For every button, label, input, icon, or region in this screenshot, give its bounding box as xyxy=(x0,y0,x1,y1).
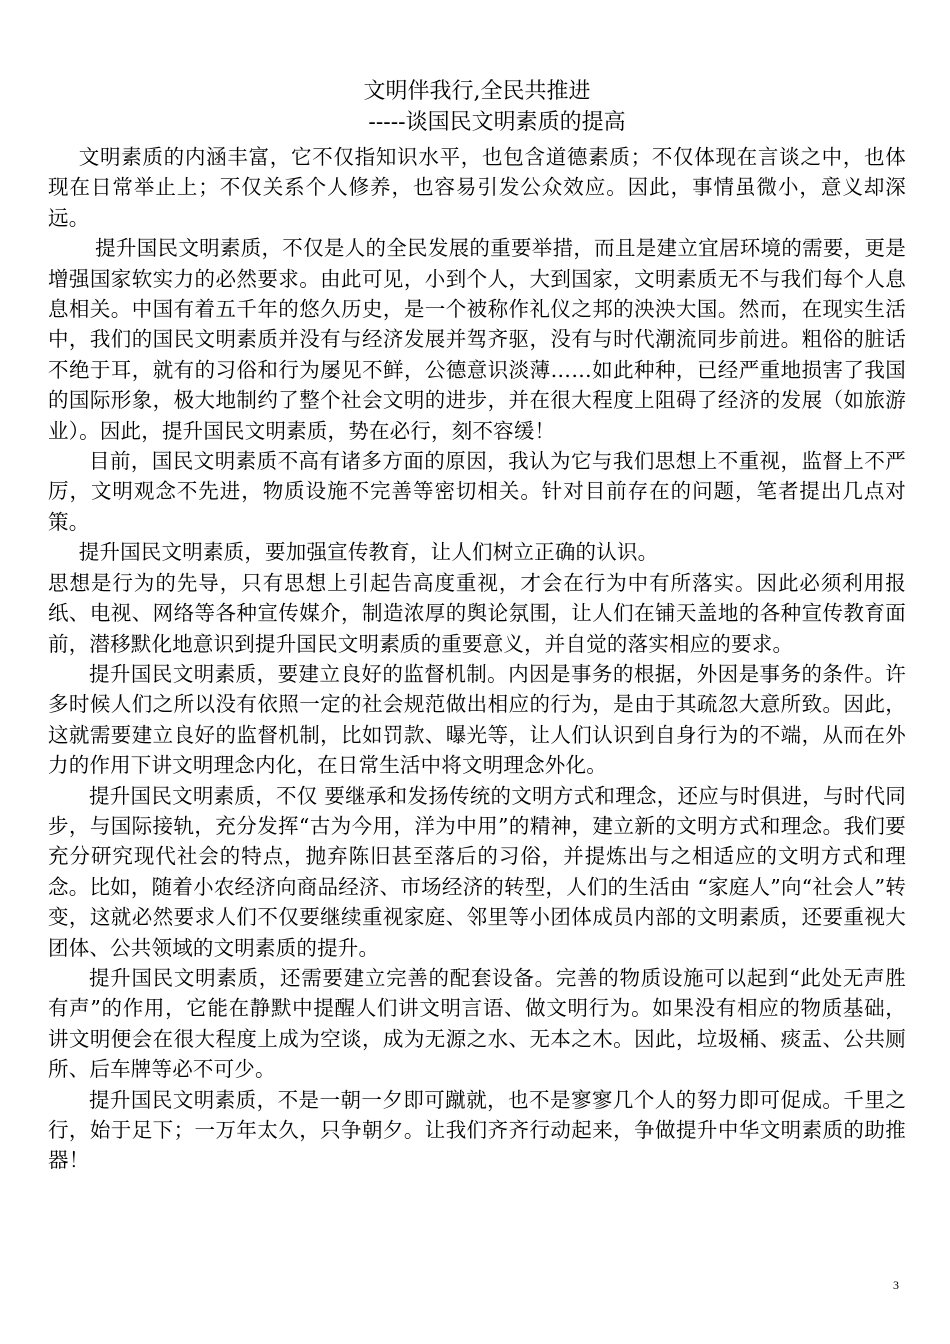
paragraph: 目前，国民文明素质不高有诸多方面的原因，我认为它与我们思想上不重视，监督上不严厉，文明观念不先进，物质设施不完善等密切相关。针对目前存在的问题，笔者提出几点对策。 xyxy=(48,449,906,534)
document-page xyxy=(48,76,906,1176)
paragraph: 文明素质的内涵丰富，它不仅指知识水平，也包含道德素质；不仅体现在言谈之中，也体现在日常举止上；不仅关系个人修养，也容易引发公众效应。因此，事情虽微小，意义却深远。 xyxy=(48,145,906,230)
document-subtitle: -----谈国民文明素质的提高 xyxy=(368,110,626,135)
paragraph: 思想是行为的先导，只有思想上引起告高度重视，才会在行为中有所落实。因此必须利用报纸、电视、网络等各种宣传媒介，制造浓厚的舆论氛围，让人们在铺天盖地的各种宣传教育面前，潜移默化地意识到提升国民文明素质的重要意义，并自觉的落实相应的要求。 xyxy=(48,570,906,656)
document-title: 文明伴我行,全民共推进 xyxy=(363,79,591,104)
paragraph: 提升国民文明素质，要建立良好的监督机制。内因是事务的根据，外因是事务的条件。许多时候人们之所以没有依照一定的社会规范做出相应的行为，是由于其疏忽大意所致。因此，这就需要建立良好的监督机制，比如罚款、曝光等，让人们认识到自身行为的不端，从而在外力的作用下讲文明理念内化，在日常生活中将文明理念外化。 xyxy=(48,661,906,778)
paragraph: 提升国民文明素质，不是一朝一夕即可蹴就，也不是寥寥几个人的努力即可促成。千里之行，始于足下；一万年太久，只争朝夕。让我们齐齐行动起来，争做提升中华文明素质的助推器！ xyxy=(48,1087,906,1173)
paragraph: 提升国民文明素质，要加强宣传教育，让人们树立正确的认识。 xyxy=(78,540,659,565)
page-number: 3 xyxy=(893,1278,899,1292)
paragraph: 提升国民文明素质，还需要建立完善的配套设备。完善的物质设施可以起到“此处无声胜有声”的作用，它能在静默中提醒人们讲文明言语、做文明行为。如果没有相应的物质基础，讲文明便会在很大程度上成为空谈，成为无源之水、无本之木。因此，垃圾桶、痰盂、公共厕所、后车牌等必不可少。 xyxy=(48,965,906,1082)
paragraph: 提升国民文明素质，不仅 要继承和发扬传统的文明方式和理念，还应与时俱进，与时代同步，与国际接轨，充分发挥“古为今用，洋为中用”的精神，建立新的文明方式和理念。我们要充分研究现代社会的特点，抛弃陈旧甚至落后的习俗，并提炼出与之相适应的文明方式和理念。比如，随着小农经济向商品经济、市场经济的转型，人们的生活由 “家庭人”向“社会人”转变，这就必然要求人们不仅要继续重视家庭、邻里等小团体成员内部的文明素质，还要重视大团体、公共领域的文明素质的提升。 xyxy=(48,783,906,960)
paragraph: 提升国民文明素质，不仅是人的全民发展的重要举措，而且是建立宜居环境的需要，更是增强国家软实力的必然要求。由此可见，小到个人，大到国家，文明素质无不与我们每个人息息相关。中国有着五千年的悠久历史，是一个被称作礼仪之邦的泱泱大国。然而，在现实生活中，我们的国民文明素质并没有与经济发展并驾齐驱，没有与时代潮流同步前进。粗俗的脏话不绝于耳，就有的习俗和行为屡见不鲜，公德意识淡薄……如此种种，已经严重地损害了我国的国际形象，极大地制约了整个社会文明的进步，并在很大程度上阻碍了经济的发展（如旅游业）。因此，提升国民文明素质，势在必行，刻不容缓！ xyxy=(48,236,906,443)
